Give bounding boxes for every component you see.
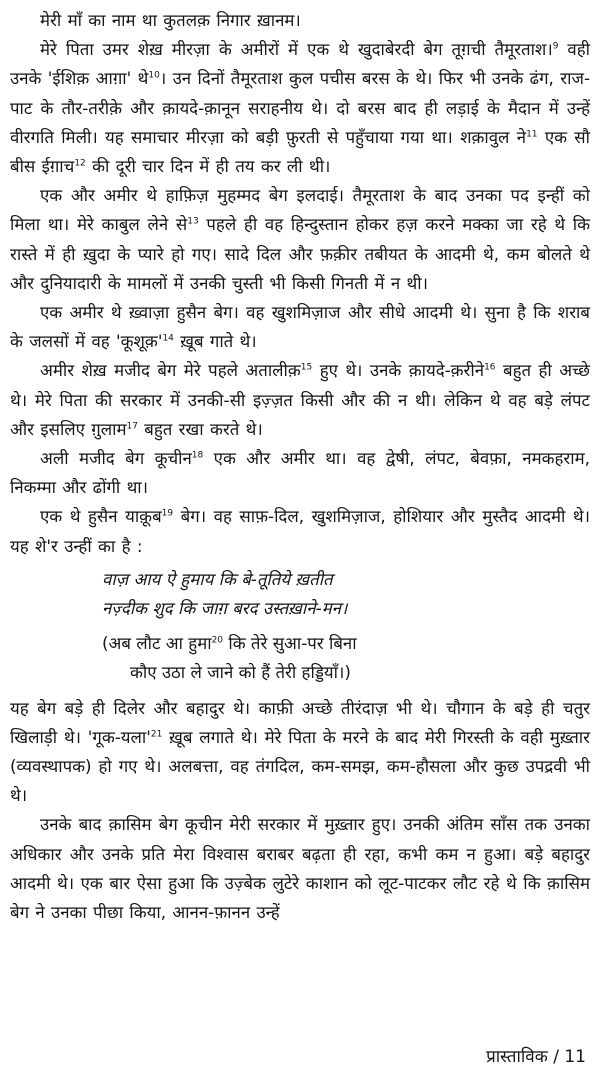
text-run: एक और अमीर था। वह द्वेषी, लंपट, बेवफ़ा, नमकहराम, निकम्मा और ढोंगी था। [10,448,590,498]
footnote-ref: 11 [526,129,538,140]
text-run: एक अमीर थे ख़्वाज़ा हुसैन बेग। वह खुशमिज़ाज और सीधे आदमी थे। सुना है कि शराब के जलसों में वह 'कूशूक़' [10,302,590,352]
verse-line: नज़्दीक शुद कि जाग़ बरद उस्तख़ाने-मन। [102,598,348,619]
footnote-ref: 14 [162,333,174,344]
text-run: बहुत रखा करते थे। [137,418,263,439]
text-run: बहुत ही अच्छे थे। मेरे पिता की सरकार में उनकी-सी इज़्ज़त किसी और की न थी। लेकिन थे वह बड़े लंपट और इसलिए ग़ुलाम [10,360,590,439]
page-number: 11 [564,1047,586,1067]
text-run: उनके बाद क़ासिम बेग कूचीन मेरी सरकार में मुख़्तार हुए। उनकी अंतिम साँस तक उनका अधिकार और उनके प्रति मेरा विश्वास बराबर बढ़ता ही रहा, कभी कम न हुआ। बड़े बहादुर आदमी थे। एक बार ऐसा हुआ कि उज़्बेक लुटेरे काशान को लूट-पाटकर लौट रहे थे कि क़ासिम बेग ने उनका पीछा किया, आनन-फ़ानन उन्हें [10,814,590,923]
text-run: एक और अमीर थे हाफ़िज़ मुहम्मद बेग इलदाई। तैमूरताश के बाद उनका पद इन्हीं को मिला था। मेरे काबुल लेने से [10,185,590,235]
footnote-ref: 20 [211,635,224,646]
text-run: मेरी माँ का नाम था कुतलक़ निगार ख़ानम। [40,10,301,30]
paragraph [10,181,590,298]
verse-line: वाज़ आय ऐ हुमाय कि बे-तूतिये ख़तीत [102,568,333,589]
verse-persian [102,565,590,623]
paragraph [10,810,590,927]
paragraph [10,356,590,444]
text-run: यह बेग बड़े ही दिलेर और बहादुर थे। काफ़ी अच्छे तीरंदाज़ भी थे। चौगान के बड़े ही चतुर खिलाड़ी थे। 'गूक-यला' [10,697,590,747]
paragraph [10,694,590,811]
page-footer [486,1046,586,1068]
footnote-ref: 10 [148,70,160,81]
footnote-ref: 21 [150,729,163,740]
running-head: प्रास्ताविक [486,1047,548,1067]
footnote-ref: 13 [187,216,199,227]
text-run: पहले ही वह हिन्दुस्तान होकर हज़ करने मक्का जा रहे थे कि रास्ते में ही ख़ुदा के प्यारे हो गए। सादे दिल और फ़क़ीर तबीयत के आदमी थे, कम बोलते थे और दुनियादारी के मामलों में उनकी चुस्ती भी किसी गिनती में न थी। [10,214,590,293]
footnote-ref: 9 [552,41,559,52]
text-run: हुए थे। उनके क़ायदे-क़रीने [312,360,485,381]
text-run: कौए उठा ले जाने को हैं तेरी हड्डियाँ।) [130,662,351,683]
separator: / [553,1047,559,1067]
verse-translation [102,629,590,687]
text-run: अली मजीद बेग कूचीन [40,448,192,469]
text-run: वही उनके 'ईशिक़ आग़ा' थे [10,39,590,89]
text-run: (अब लौट आ हुमा [102,633,212,654]
body-text-bottom [10,694,590,928]
body-text-top [10,6,590,561]
paragraph [10,298,590,356]
paragraph [10,6,590,35]
text-run: ख़ूब गाते थे। [173,331,257,352]
paragraph [10,444,590,502]
footnote-ref: 15 [300,362,313,373]
verse-line [102,629,590,658]
footnote-ref: 19 [161,508,174,519]
footnote-ref: 18 [191,450,204,461]
verse-line [102,658,590,687]
text-run: एक सौ बीस ईग़ाच [10,126,590,177]
footnote-ref: 12 [74,158,86,169]
text-run: अमीर शेख़ मजीद बेग मेरे पहले अतालीक़ [40,360,301,381]
text-run: मेरे पिता उमर शेख़ मीरज़ा के अमीरों में एक थे खुदाबेरदी बेग तूग़ची तैमूरताश। [40,39,553,60]
text-run: बेग। वह साफ़-दिल, खुशमिज़ाज, होशियार और मुस्तैद आदमी थे। यह शे'र उन्हीं का है : [10,506,591,556]
paragraph [10,35,590,181]
text-run: । उन दिनों तैमूरताश कुल पचीस बरस के थे। फिर भी उनके ढंग, राज-पाट के तौर-तरीक़े और क़ायदे-क़ानून सराहनीय थे। दो बरस बाद ही लड़ाई के मैदान में उन्हें वीरगति मिली। यह समाचार मीरज़ा को बड़ी फ़ुरती से पहुँचाया गया था। शक़ावुल ने [10,68,590,147]
footnote-ref: 16 [484,362,496,373]
footnote-ref: 17 [126,421,138,432]
text-run: कि तेरे सुआ-पर बिना [223,633,357,654]
text-run: एक थे हुसैन याक़ूब [40,506,162,527]
text-run: ख़ूब लगाते थे। मेरे पिता के मरने के बाद मेरी गिरस्ती के वही मुख़्तार (व्यवस्थापक) हो गए थे। अलबत्ता, वह तंगदिल, कम-समझ, कम-हौसला और कुछ उपद्रवी भी थे। [10,726,590,806]
paragraph [10,502,590,560]
text-run: की दूरी चार दिन में ही तय कर ली थी। [85,156,331,177]
